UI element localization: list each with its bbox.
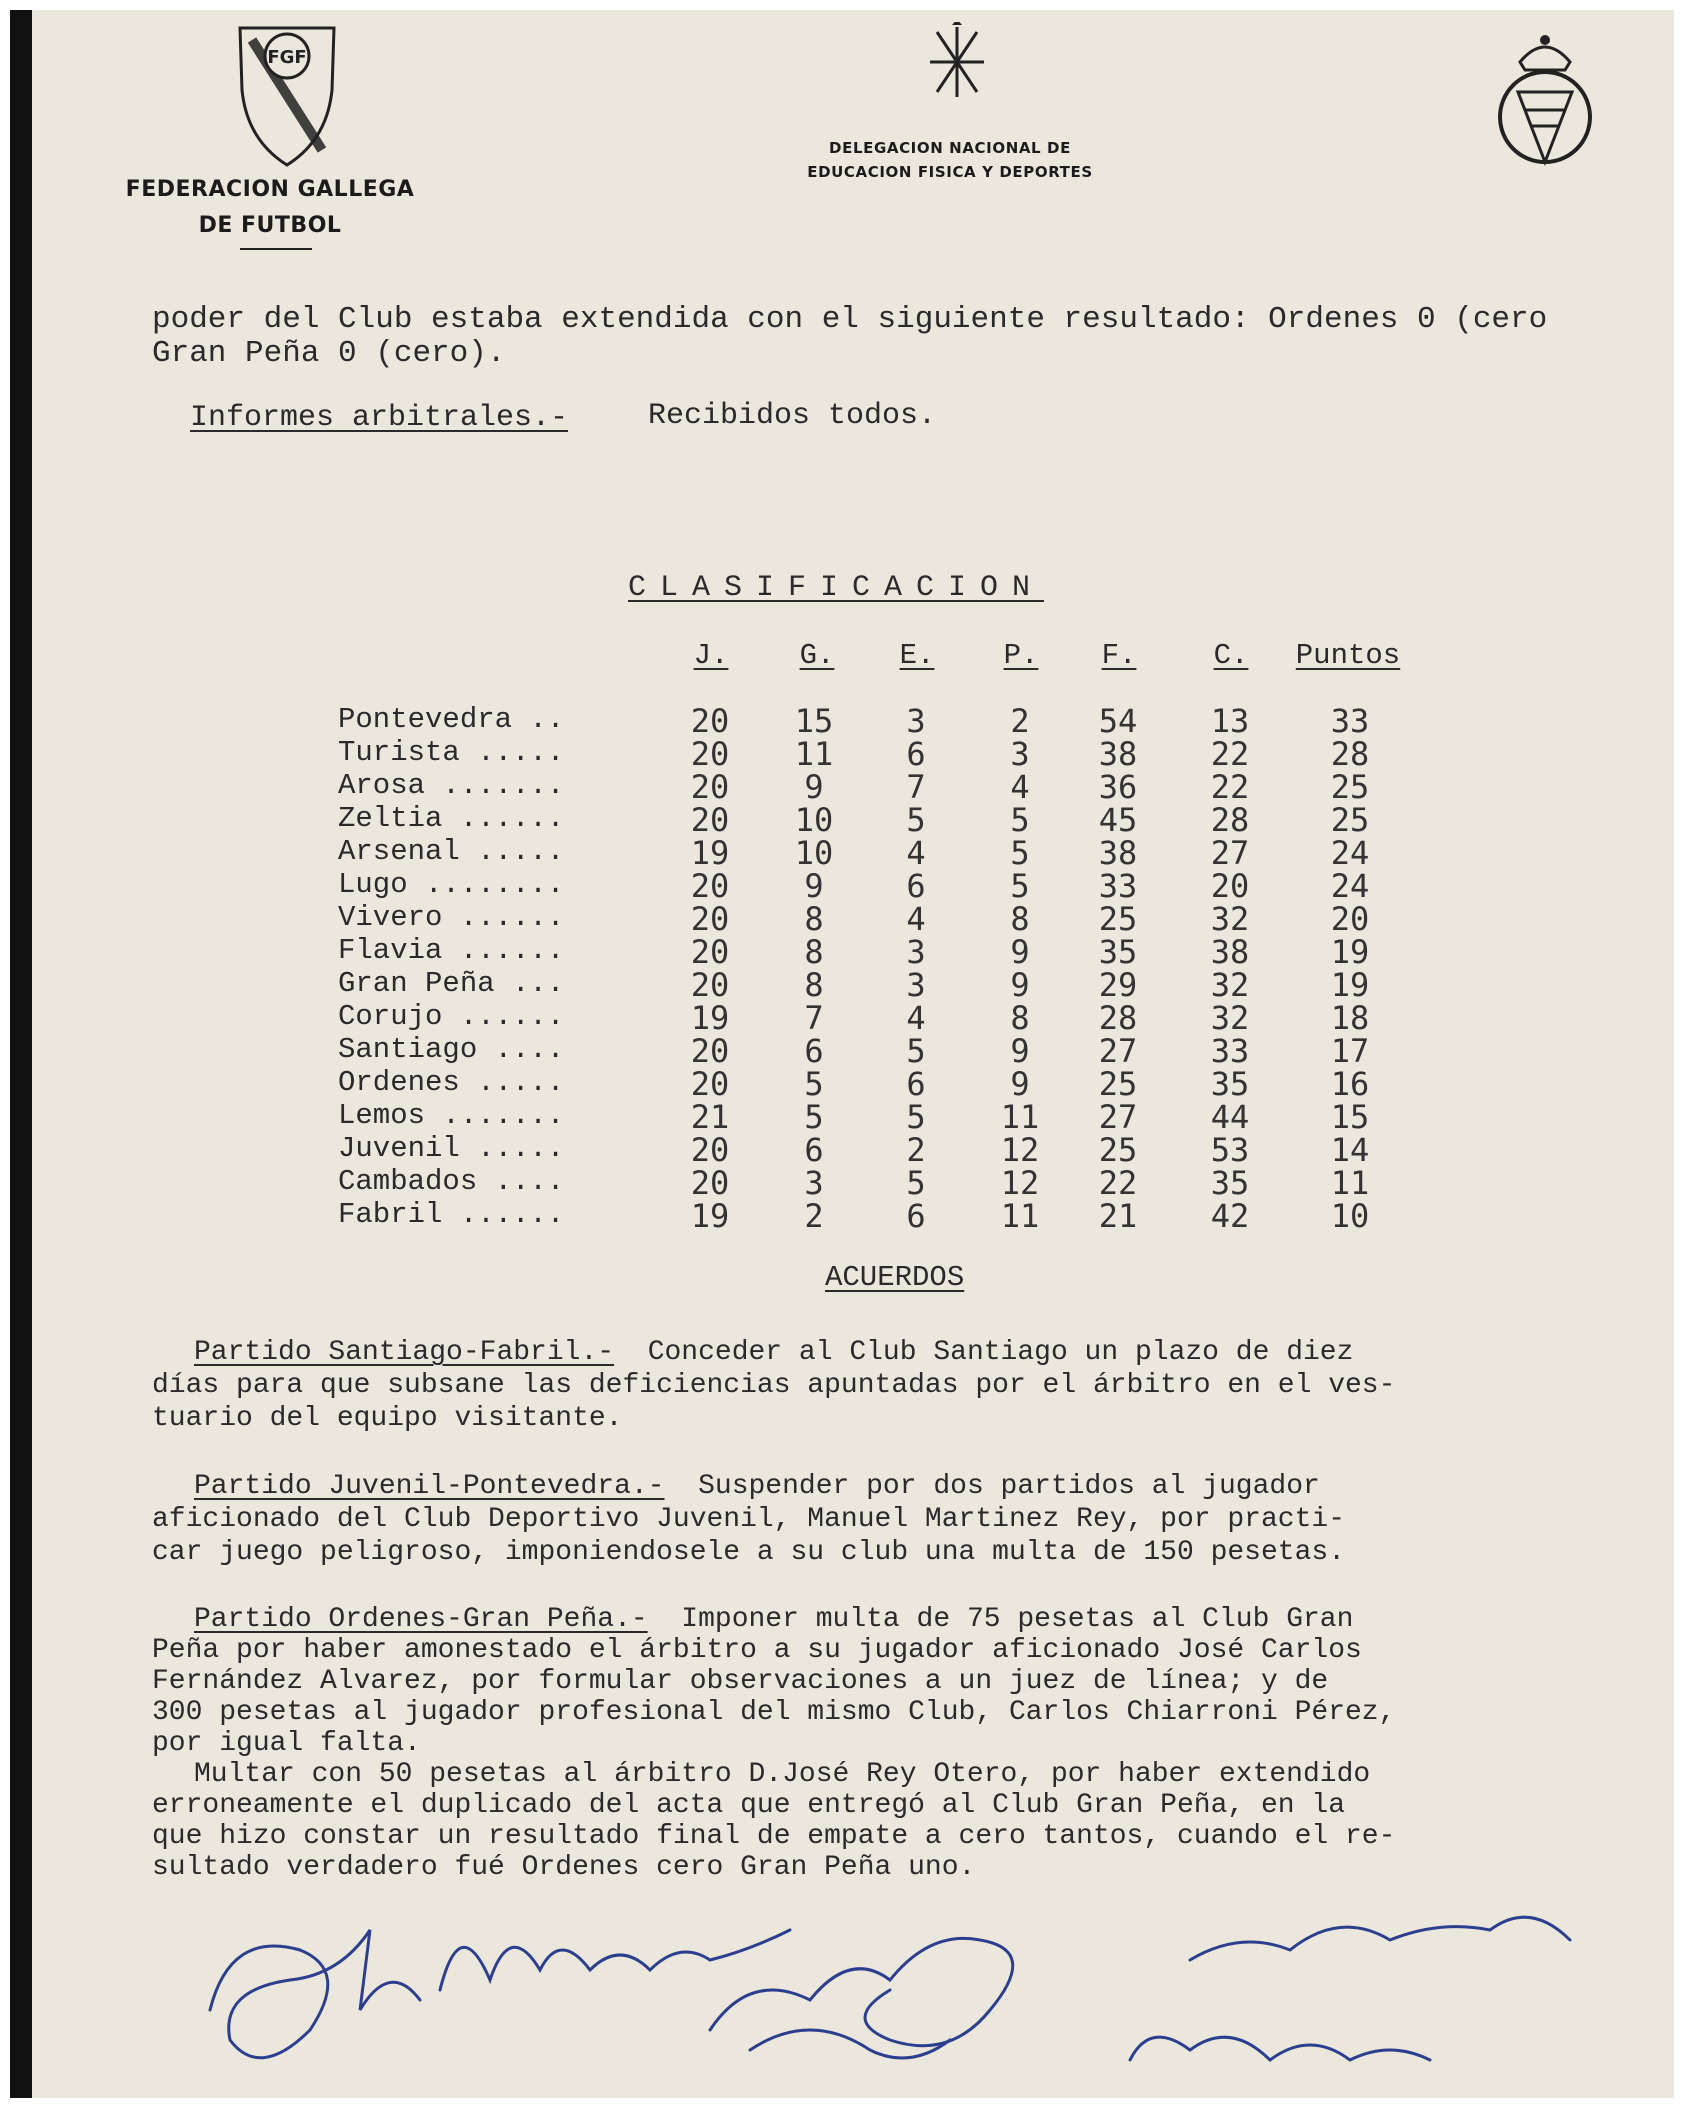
stat-cell: 20 xyxy=(690,768,730,806)
acuerdo-3-line-7: erroneamente el duplicado del acta que entregó al Club Gran Peña, en la xyxy=(152,1790,1345,1821)
informes-label: Informes arbitrales.- xyxy=(190,401,569,435)
stat-cell: 20 xyxy=(690,900,730,938)
acuerdo-3 xyxy=(152,1604,1652,1883)
stat-cell: 3 xyxy=(1010,735,1030,773)
stat-cell: 33 xyxy=(1098,867,1138,905)
col-header-e: E. xyxy=(899,639,935,672)
acuerdo-3-line-3: Fernández Alvarez, por formular observaciones a un juez de línea; y de xyxy=(152,1666,1329,1697)
stat-cell: 3 xyxy=(906,702,926,740)
federation-rule xyxy=(240,248,312,250)
team-name: Corujo ...... xyxy=(338,1000,565,1033)
intro-line-1: poder del Club estaba extendida con el siguiente resultado: Ordenes 0 (cero xyxy=(152,302,1548,337)
stat-cell: 38 xyxy=(1098,735,1138,773)
stat-cell: 25 xyxy=(1098,900,1138,938)
team-name: Lemos ....... xyxy=(338,1099,565,1132)
stat-cell: 2 xyxy=(804,1197,824,1235)
team-name: Pontevedra .. xyxy=(338,703,565,736)
stat-cell: 20 xyxy=(690,966,730,1004)
intro-line-2: Gran Peña 0 (cero). xyxy=(152,336,506,371)
yoke-arrows-emblem xyxy=(922,22,992,102)
federation-line-1: FEDERACION GALLEGA xyxy=(125,177,415,202)
stat-cell: 5 xyxy=(906,801,926,839)
stat-cell: 20 xyxy=(1330,900,1370,938)
team-name: Fabril ...... xyxy=(338,1198,565,1231)
stat-cell: 3 xyxy=(804,1164,824,1202)
col-header-j: J. xyxy=(693,639,729,672)
stat-cell: 28 xyxy=(1330,735,1370,773)
stat-cell: 33 xyxy=(1210,1032,1250,1070)
acuerdo-1-line-2: días para que subsane las deficiencias apuntadas por el árbitro en el ves- xyxy=(152,1370,1396,1401)
stat-cell: 2 xyxy=(1010,702,1030,740)
stat-cell: 21 xyxy=(1098,1197,1138,1235)
stat-cell: 6 xyxy=(804,1131,824,1169)
stat-cell: 14 xyxy=(1330,1131,1370,1169)
table-title: CLASIFICACION xyxy=(628,571,1045,605)
stat-cell: 5 xyxy=(906,1032,926,1070)
stat-cell: 20 xyxy=(690,1131,730,1169)
signature-5 xyxy=(1190,1917,1570,1960)
stat-cell: 32 xyxy=(1210,900,1250,938)
stat-cell: 15 xyxy=(1330,1098,1370,1136)
stat-cell: 20 xyxy=(690,735,730,773)
team-name: Cambados .... xyxy=(338,1165,565,1198)
signatures xyxy=(190,1870,1650,2090)
stat-cell: 20 xyxy=(690,1065,730,1103)
stat-cell: 12 xyxy=(1000,1131,1040,1169)
team-name: Santiago .... xyxy=(338,1033,565,1066)
stat-cell: 11 xyxy=(794,735,834,773)
stat-cell: 13 xyxy=(1210,702,1250,740)
stat-cell: 6 xyxy=(804,1032,824,1070)
team-name: Arosa ....... xyxy=(338,769,565,802)
stat-cell: 35 xyxy=(1098,933,1138,971)
stat-cell: 5 xyxy=(1010,867,1030,905)
stat-cell: 36 xyxy=(1098,768,1138,806)
signature-3 xyxy=(710,1938,1013,2045)
stat-cell: 35 xyxy=(1210,1164,1250,1202)
stat-cell: 53 xyxy=(1210,1131,1250,1169)
col-header-f: F. xyxy=(1101,639,1137,672)
stat-cell: 8 xyxy=(1010,900,1030,938)
acuerdo-3-line-5: por igual falta. xyxy=(152,1728,421,1759)
stat-cell: 6 xyxy=(906,1065,926,1103)
stat-cell: 22 xyxy=(1210,768,1250,806)
scan-edge xyxy=(10,10,32,2098)
stat-cell: 7 xyxy=(906,768,926,806)
acuerdo-3-line-2: Peña por haber amonestado el árbitro a su jugador aficionado José Carlos xyxy=(152,1635,1362,1666)
stat-cell: 33 xyxy=(1330,702,1370,740)
stat-cell: 11 xyxy=(1000,1197,1040,1235)
stat-cell: 16 xyxy=(1330,1065,1370,1103)
stat-cell: 11 xyxy=(1330,1164,1370,1202)
stat-cell: 27 xyxy=(1098,1098,1138,1136)
team-name: Turista ..... xyxy=(338,736,565,769)
stat-cell: 42 xyxy=(1210,1197,1250,1235)
col-header-g: G. xyxy=(799,639,835,672)
stat-cell: 24 xyxy=(1330,834,1370,872)
stat-cell: 9 xyxy=(1010,933,1030,971)
stat-cell: 6 xyxy=(906,867,926,905)
stat-cell: 38 xyxy=(1210,933,1250,971)
stat-cell: 5 xyxy=(906,1164,926,1202)
acuerdo-2-line-2: aficionado del Club Deportivo Juvenil, Manuel Martinez Rey, por practi- xyxy=(152,1504,1345,1535)
col-header-puntos: Puntos xyxy=(1295,639,1401,672)
acuerdo-2-line-1: Suspender por dos partidos al jugador xyxy=(698,1471,1320,1502)
stat-cell: 8 xyxy=(804,966,824,1004)
team-name: Juvenil ..... xyxy=(338,1132,565,1165)
stat-cell: 8 xyxy=(804,933,824,971)
stat-cell: 22 xyxy=(1210,735,1250,773)
stat-cell: 28 xyxy=(1098,999,1138,1037)
stat-cell: 19 xyxy=(690,1197,730,1235)
delegation-name xyxy=(790,136,1110,184)
stat-cell: 5 xyxy=(1010,801,1030,839)
signature-1 xyxy=(210,1930,420,2058)
stat-cell: 20 xyxy=(1210,867,1250,905)
stat-cell: 5 xyxy=(804,1098,824,1136)
stat-cell: 22 xyxy=(1098,1164,1138,1202)
acuerdo-3-label: Partido Ordenes-Gran Peña.- xyxy=(194,1604,648,1635)
stat-cell: 6 xyxy=(906,1197,926,1235)
team-name: Vivero ...... xyxy=(338,901,565,934)
federation-name xyxy=(120,172,420,244)
stat-cell: 15 xyxy=(794,702,834,740)
delegation-line-1: DELEGACION NACIONAL DE xyxy=(829,139,1071,157)
team-name: Ordenes ..... xyxy=(338,1066,565,1099)
stat-cell: 20 xyxy=(690,867,730,905)
acuerdo-1-label: Partido Santiago-Fabril.- xyxy=(194,1337,615,1368)
team-name: Arsenal ..... xyxy=(338,835,565,868)
stat-cell: 19 xyxy=(690,999,730,1037)
informes-text: Recibidos todos. xyxy=(648,399,937,433)
stat-cell: 20 xyxy=(690,801,730,839)
stat-cell: 20 xyxy=(690,933,730,971)
stat-cell: 8 xyxy=(1010,999,1030,1037)
stat-cell: 3 xyxy=(906,966,926,1004)
acuerdo-1-line-1: Conceder al Club Santiago un plazo de diez xyxy=(647,1337,1354,1368)
stat-cell: 19 xyxy=(690,834,730,872)
team-name: Lugo ........ xyxy=(338,868,565,901)
acuerdo-2-label: Partido Juvenil-Pontevedra.- xyxy=(194,1471,665,1502)
stat-cell: 4 xyxy=(906,999,926,1037)
stat-cell: 12 xyxy=(1000,1164,1040,1202)
team-name: Zeltia ...... xyxy=(338,802,565,835)
stat-cell: 4 xyxy=(1010,768,1030,806)
stat-cell: 24 xyxy=(1330,867,1370,905)
stat-cell: 45 xyxy=(1098,801,1138,839)
stat-cell: 9 xyxy=(1010,1032,1030,1070)
stat-cell: 3 xyxy=(906,933,926,971)
stat-cell: 2 xyxy=(906,1131,926,1169)
stat-cell: 8 xyxy=(804,900,824,938)
signature-6 xyxy=(1130,2037,1430,2060)
crowned-crest-emblem xyxy=(1490,22,1600,182)
stat-cell: 9 xyxy=(1010,966,1030,1004)
stat-cell: 11 xyxy=(1000,1098,1040,1136)
stat-cell: 27 xyxy=(1210,834,1250,872)
stat-cell: 38 xyxy=(1098,834,1138,872)
acuerdo-3-line-8: que hizo constar un resultado final de empate a cero tantos, cuando el re- xyxy=(152,1821,1396,1852)
stat-cell: 5 xyxy=(906,1098,926,1136)
stat-cell: 27 xyxy=(1098,1032,1138,1070)
acuerdo-3-line-4: 300 pesetas al jugador profesional del mismo Club, Carlos Chiarroni Pérez, xyxy=(152,1697,1396,1728)
federation-line-2: DE FUTBOL xyxy=(198,213,342,238)
col-header-p: P. xyxy=(1003,639,1039,672)
team-name: Gran Peña ... xyxy=(338,967,565,1000)
stat-cell: 25 xyxy=(1330,801,1370,839)
acuerdo-2 xyxy=(152,1470,1652,1569)
acuerdo-2-line-3: car juego peligroso, imponiendosele a su club una multa de 150 pesetas. xyxy=(152,1537,1345,1568)
document-page xyxy=(10,10,1674,2098)
stat-cell: 9 xyxy=(804,867,824,905)
signature-4 xyxy=(750,2030,950,2058)
stat-cell: 32 xyxy=(1210,966,1250,1004)
stat-cell: 25 xyxy=(1330,768,1370,806)
stat-cell: 25 xyxy=(1098,1131,1138,1169)
stat-cell: 54 xyxy=(1098,702,1138,740)
col-header-c: C. xyxy=(1213,639,1249,672)
stat-cell: 20 xyxy=(690,1032,730,1070)
stat-cell: 19 xyxy=(1330,966,1370,1004)
signature-2 xyxy=(440,1930,790,1990)
stat-cell: 29 xyxy=(1098,966,1138,1004)
stat-cell: 25 xyxy=(1098,1065,1138,1103)
stat-cell: 4 xyxy=(906,834,926,872)
federation-shield-emblem xyxy=(232,20,342,170)
stat-cell: 5 xyxy=(1010,834,1030,872)
stat-cell: 20 xyxy=(690,1164,730,1202)
acuerdo-1 xyxy=(152,1336,1652,1435)
stat-cell: 5 xyxy=(804,1065,824,1103)
stat-cell: 17 xyxy=(1330,1032,1370,1070)
stat-cell: 28 xyxy=(1210,801,1250,839)
stat-cell: 21 xyxy=(690,1098,730,1136)
stat-cell: 18 xyxy=(1330,999,1370,1037)
acuerdo-3-line-6: Multar con 50 pesetas al árbitro D.José Rey Otero, por haber extendido xyxy=(194,1759,1371,1790)
team-name: Flavia ...... xyxy=(338,934,565,967)
stat-cell: 9 xyxy=(1010,1065,1030,1103)
stat-cell: 10 xyxy=(794,834,834,872)
svg-text:FGF: FGF xyxy=(267,47,307,68)
stat-cell: 7 xyxy=(804,999,824,1037)
stat-cell: 20 xyxy=(690,702,730,740)
stat-cell: 6 xyxy=(906,735,926,773)
acuerdo-3-line-1: Imponer multa de 75 pesetas al Club Gran xyxy=(681,1604,1354,1635)
stat-cell: 4 xyxy=(906,900,926,938)
stat-cell: 35 xyxy=(1210,1065,1250,1103)
acuerdos-heading: ACUERDOS xyxy=(825,1261,965,1294)
stat-cell: 9 xyxy=(804,768,824,806)
stat-cell: 10 xyxy=(1330,1197,1370,1235)
stat-cell: 44 xyxy=(1210,1098,1250,1136)
stat-cell: 32 xyxy=(1210,999,1250,1037)
acuerdo-1-line-3: tuario del equipo visitante. xyxy=(152,1403,623,1434)
stat-cell: 19 xyxy=(1330,933,1370,971)
acuerdo-3-line-9: sultado verdadero fué Ordenes cero Gran Peña uno. xyxy=(152,1852,976,1883)
delegation-line-2: EDUCACION FISICA Y DEPORTES xyxy=(807,163,1093,181)
stat-cell: 10 xyxy=(794,801,834,839)
